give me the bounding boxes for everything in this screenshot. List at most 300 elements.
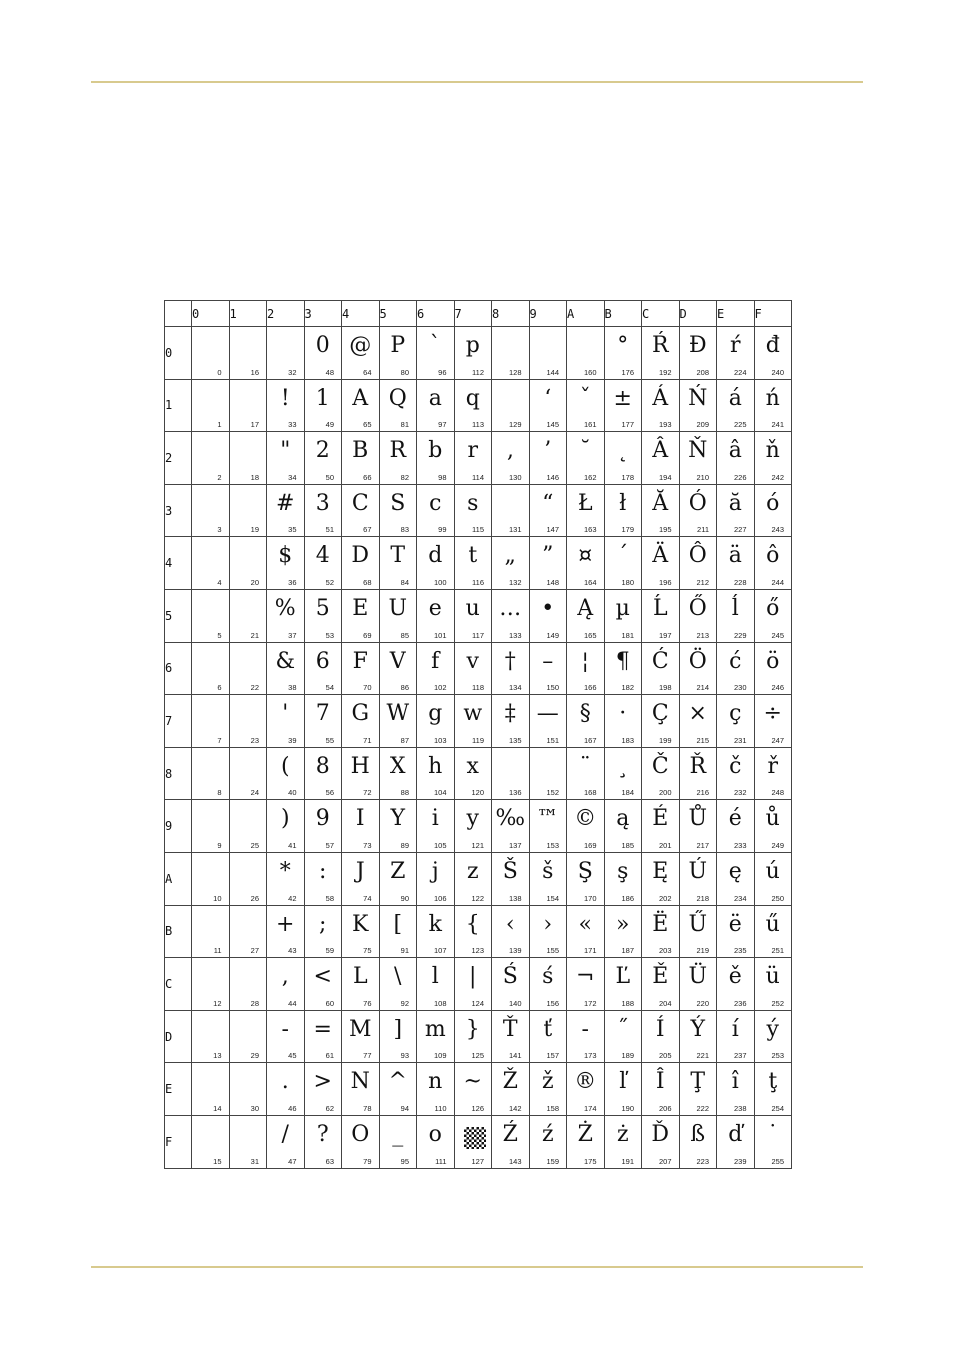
char-code: 102 [433,683,447,693]
char-code: 228 [733,577,747,587]
char-code: 133 [508,630,522,640]
row-header-6: 6 [165,642,192,695]
char-cell [604,379,642,432]
char-code: 168 [583,788,597,798]
char-cell [717,589,755,642]
char-code: 140 [508,998,522,1008]
char-cell [267,958,305,1011]
char-glyph: G [351,701,370,727]
char-code: 40 [288,788,297,798]
char-cell [267,695,305,748]
char-cell [567,800,605,853]
char-cell [417,905,455,958]
char-glyph: + [276,911,295,937]
char-cell [754,1063,792,1116]
char-cell [229,852,267,905]
char-code: 151 [546,735,559,745]
char-cell [342,1063,380,1116]
row-header-4: 4 [165,537,192,590]
char-cell [529,484,567,537]
char-glyph: ~ [463,1069,482,1095]
char-glyph: 2 [315,438,330,464]
char-cell [642,747,680,800]
char-cell [454,379,492,432]
char-code: 157 [546,1051,559,1061]
char-cell [529,958,567,1011]
char-cell [229,327,267,380]
char-cell [229,589,267,642]
char-code: 62 [325,1103,334,1113]
char-cell [342,747,380,800]
char-glyph: Ę [652,858,669,884]
char-code: 141 [508,1051,522,1061]
row-header-9: 9 [165,800,192,853]
char-cell [492,852,530,905]
char-code: 130 [508,472,522,482]
char-code: 96 [438,367,447,377]
char-glyph: — [536,701,559,727]
char-glyph: … [499,595,522,621]
char-glyph: Ď [651,1121,670,1147]
char-code: 88 [400,788,409,798]
char-code: 58 [325,893,334,903]
char-cell [717,958,755,1011]
char-glyph: ‘ [544,385,552,411]
char-cell [642,589,680,642]
char-cell [454,695,492,748]
char-cell [567,1010,605,1063]
char-glyph: < [313,964,332,990]
char-cell [192,327,230,380]
char-code: 219 [696,946,709,956]
char-glyph: ' [282,701,289,727]
char-cell [267,379,305,432]
char-cell [529,589,567,642]
char-glyph: Ó [688,490,707,516]
char-glyph: Ľ [615,964,631,990]
char-glyph: P [390,333,406,358]
char-code: 121 [471,840,484,850]
char-code: 254 [771,1103,784,1113]
header-rule [91,81,863,83]
char-glyph: Ŕ [651,333,669,358]
char-cell [454,537,492,590]
char-glyph: p [465,333,480,358]
char-glyph: ‚ [506,438,514,464]
char-glyph: f [431,648,440,674]
char-code: 37 [288,630,297,640]
char-code: 104 [433,788,447,798]
char-code: 205 [658,1051,672,1061]
char-cell [529,852,567,905]
char-code: 163 [583,525,597,535]
char-code: 51 [325,525,334,535]
char-cell [717,432,755,485]
char-glyph: » [616,911,630,937]
column-header-8: 8 [492,301,530,327]
char-code: 202 [658,893,672,903]
char-code: 148 [546,577,559,587]
char-glyph: T [390,543,406,569]
char-glyph: ‰ [495,806,526,832]
char-code: 214 [696,683,709,693]
char-cell [717,327,755,380]
char-cell [304,1010,342,1063]
column-header-D: D [679,301,717,327]
row-header-1: 1 [165,379,192,432]
char-cell [642,327,680,380]
char-code: 176 [621,367,634,377]
char-cell [192,642,230,695]
char-cell [642,800,680,853]
char-glyph: ¨ [579,753,591,779]
column-header-A: A [567,301,605,327]
char-code: 93 [400,1051,409,1061]
char-code: 39 [288,735,297,745]
char-cell [567,905,605,958]
char-glyph: Đ [688,333,707,358]
char-cell [492,1115,530,1168]
column-header-B: B [604,301,642,327]
char-code: 179 [621,525,634,535]
char-code: 81 [400,420,409,430]
char-cell [342,484,380,537]
char-cell [379,432,417,485]
char-glyph: Ą [577,595,594,621]
char-glyph: Ş [577,858,593,884]
char-code: 189 [621,1051,634,1061]
char-code: 46 [288,1103,297,1113]
char-glyph: î [731,1069,739,1095]
char-code: 239 [733,1156,747,1166]
char-cell [679,432,717,485]
char-code: 138 [508,893,522,903]
char-glyph: \ [394,964,402,990]
char-cell [267,905,305,958]
char-cell [604,1115,642,1168]
char-glyph: · [619,701,627,727]
char-code: 118 [472,683,484,693]
char-code: 161 [583,420,597,430]
row-3 [165,484,792,537]
row-5 [165,589,792,642]
char-glyph: ň [765,438,780,464]
char-glyph: Ć [651,648,669,674]
char-glyph: U [388,595,408,621]
char-glyph: Ä [652,543,669,569]
char-cell [229,642,267,695]
column-header-4: 4 [342,301,380,327]
char-code: 3 [217,525,222,535]
char-glyph: O [351,1121,370,1147]
char-code: 177 [621,420,634,430]
row-B [165,905,792,958]
char-code: 142 [508,1103,522,1113]
char-code: 132 [508,577,522,587]
char-cell [454,1063,492,1116]
char-cell [754,905,792,958]
char-glyph: Ĺ [652,595,668,621]
row-header-F: F [165,1115,192,1168]
char-code: 212 [696,577,709,587]
char-glyph: – [542,648,554,674]
char-glyph: x [466,753,479,779]
char-glyph: g [428,701,443,727]
char-cell [417,537,455,590]
char-cell [304,800,342,853]
char-cell [567,695,605,748]
char-cell [717,1115,755,1168]
char-glyph: Î [655,1069,665,1095]
char-code: 251 [771,946,784,956]
row-header-A: A [165,852,192,905]
char-cell [229,432,267,485]
char-glyph: › [543,911,553,937]
char-code: 134 [508,683,522,693]
char-code: 218 [696,893,709,903]
char-cell [492,537,530,590]
char-code: 7 [217,735,222,745]
char-cell [192,379,230,432]
char-glyph: h [428,753,443,779]
char-code: 44 [288,998,297,1008]
char-cell [379,695,417,748]
char-glyph: Á [652,385,669,411]
char-cell [529,1010,567,1063]
char-code: 18 [250,472,259,482]
char-glyph: D [351,543,370,569]
char-code: 230 [733,683,747,693]
char-glyph: S [390,490,406,516]
char-glyph: Ú [688,858,708,884]
char-glyph: Ë [652,911,669,937]
char-code: 226 [733,472,747,482]
char-code: 175 [583,1156,597,1166]
char-glyph: © [574,806,597,832]
char-code: 193 [658,420,672,430]
char-cell [267,852,305,905]
char-cell [267,1115,305,1168]
character-set-table [164,300,792,1169]
char-code: 250 [771,893,784,903]
char-cell [454,747,492,800]
char-code: 181 [621,630,634,640]
char-cell [454,484,492,537]
char-glyph: č [729,753,742,779]
char-glyph: Ň [688,438,708,464]
char-cell [604,642,642,695]
char-code: 72 [363,788,372,798]
char-code: 114 [472,472,484,482]
char-glyph: ? [316,1121,329,1147]
char-code: 170 [583,893,597,903]
footer-rule [91,1266,863,1268]
char-code: 182 [621,683,634,693]
char-cell [529,800,567,853]
char-cell [192,1115,230,1168]
char-glyph: ˝ [617,1016,629,1042]
char-cell [454,1010,492,1063]
char-cell [229,1063,267,1116]
char-code: 61 [325,1051,334,1061]
char-code: 24 [250,788,259,798]
char-code: 38 [288,683,297,693]
char-code: 178 [621,472,634,482]
char-code: 225 [733,420,747,430]
char-glyph: _ [392,1121,404,1147]
char-cell [454,327,492,380]
char-glyph: š [542,858,554,884]
char-code: 32 [288,367,297,377]
char-cell [604,1010,642,1063]
char-code: 185 [621,840,634,850]
char-cell [229,800,267,853]
char-glyph: ` [429,333,441,358]
char-cell [192,852,230,905]
char-code: 0 [217,367,222,377]
char-code: 236 [733,998,747,1008]
char-cell [754,589,792,642]
char-cell [417,642,455,695]
char-cell [304,1063,342,1116]
char-cell [304,484,342,537]
char-code: 27 [250,946,259,956]
char-glyph: ş [617,858,629,884]
char-code: 172 [583,998,597,1008]
char-code: 241 [771,420,784,430]
char-code: 232 [733,788,747,798]
char-code: 186 [621,893,634,903]
char-code: 21 [250,630,259,640]
char-cell [229,958,267,1011]
char-code: 235 [733,946,747,956]
char-code: 92 [400,998,409,1008]
char-glyph: â [728,438,742,464]
column-header-row [165,301,792,327]
char-cell [379,327,417,380]
char-cell [492,747,530,800]
row-4 [165,537,792,590]
char-glyph: [ [393,911,403,937]
char-glyph: L [352,964,368,990]
char-code: 156 [546,998,559,1008]
char-cell [492,1010,530,1063]
char-code: 12 [213,998,222,1008]
char-glyph: ű [765,911,780,937]
char-glyph: „ [504,543,516,569]
char-glyph: Š [502,858,518,884]
char-cell [417,484,455,537]
char-cell [304,327,342,380]
char-code: 195 [658,525,672,535]
char-code: 199 [658,735,672,745]
char-glyph: ř [767,753,779,779]
char-cell [754,1115,792,1168]
char-cell [379,958,417,1011]
column-header-2: 2 [267,301,305,327]
char-cell [567,1063,605,1116]
char-code: 153 [546,840,559,850]
char-code: 188 [621,998,634,1008]
char-code: 43 [288,946,297,956]
char-glyph: ä [728,543,742,569]
char-cell [342,432,380,485]
char-cell [679,379,717,432]
char-glyph: & [275,648,296,674]
char-cell [229,537,267,590]
corner-cell [165,301,192,327]
char-cell [754,852,792,905]
char-code: 10 [213,893,222,903]
char-cell [229,379,267,432]
char-code: 255 [771,1156,784,1166]
char-glyph: Ř [689,753,707,779]
row-header-E: E [165,1063,192,1116]
char-glyph: u [465,595,480,621]
char-glyph: ţ [768,1069,778,1095]
char-code: 99 [438,525,447,535]
char-glyph: ó [766,490,780,516]
char-glyph: ť [543,1016,553,1042]
char-cell [267,327,305,380]
char-code: 110 [434,1103,447,1113]
char-cell [454,1115,492,1168]
row-header-2: 2 [165,432,192,485]
char-glyph: . [281,1069,289,1095]
char-cell [567,958,605,1011]
char-code: 90 [400,893,409,903]
char-code: 79 [363,1156,372,1166]
char-glyph: t [468,543,478,569]
char-cell [454,905,492,958]
char-glyph: ę [728,858,742,884]
char-cell [754,747,792,800]
char-code: 77 [363,1051,372,1061]
char-code: 73 [363,840,372,850]
char-glyph: ů [765,806,780,832]
char-cell [754,642,792,695]
char-glyph: Ź [502,1121,518,1147]
char-code: 78 [363,1103,372,1113]
char-cell [754,327,792,380]
char-code: 125 [471,1051,484,1061]
char-cell [754,432,792,485]
char-glyph: ˘ [579,438,591,464]
char-code: 111 [435,1156,447,1166]
char-cell [379,484,417,537]
column-header-5: 5 [379,301,417,327]
char-code: 143 [508,1156,522,1166]
char-cell [192,589,230,642]
char-glyph: « [578,911,592,937]
char-glyph: W [386,701,410,727]
row-0 [165,327,792,380]
char-glyph: } [465,1016,480,1042]
char-code: 25 [250,840,259,850]
char-code: 97 [438,420,447,430]
char-cell [492,642,530,695]
char-cell [492,800,530,853]
char-cell [454,852,492,905]
char-glyph: > [313,1069,332,1095]
char-code: 11 [213,946,222,956]
char-code: 245 [771,630,784,640]
char-cell [454,958,492,1011]
char-code: 159 [546,1156,559,1166]
char-code: 45 [288,1051,297,1061]
char-glyph: B [352,438,369,464]
char-glyph: ¸ [617,753,629,779]
